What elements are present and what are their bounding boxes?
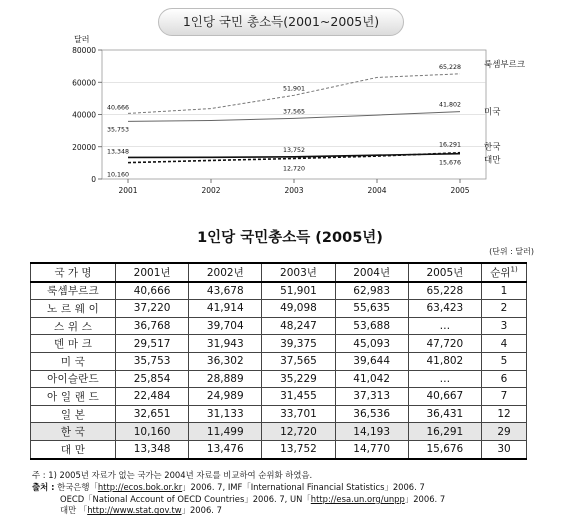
value-cell: … [408,370,481,388]
y-tick-label: 60000 [72,78,96,88]
unit-label: (단위 : 달러) [489,247,534,256]
value-cell: 12,720 [262,423,335,441]
country-cell: 미 국 [31,352,116,370]
value-cell: 29,517 [116,335,189,353]
source-3-link[interactable]: http://www.stat.gov.tw [87,505,182,516]
value-cell: 24,989 [189,388,262,406]
source-2-prefix: OECD「National Account of OECD Countries」2006. 7, UN「 [60,493,311,504]
country-cell: 스 위 스 [31,317,116,335]
value-cell: 14,770 [335,440,408,458]
rank-cell: 6 [482,370,527,388]
header-rank [482,263,527,282]
value-cell: 36,536 [335,405,408,423]
value-cell: 10,160 [116,423,189,441]
value-cell: 48,247 [262,317,335,335]
country-cell: 노 르 웨 이 [31,300,116,318]
value-cell: … [408,317,481,335]
rank-cell: 12 [482,405,527,423]
header-2002: 2002년 [189,263,262,282]
data-label: 10,160 [106,171,130,179]
data-label: 35,753 [106,126,130,134]
value-cell: 31,943 [189,335,262,353]
value-cell: 39,644 [335,352,408,370]
table-row [31,370,527,388]
value-cell: 63,423 [408,300,481,318]
source-line-2 [32,494,552,506]
rank-cell: 1 [482,282,527,300]
source-2-link[interactable]: http://esa.un.org/unpp [310,493,405,504]
x-tick-label: 2004 [367,186,387,195]
value-cell: 41,914 [189,300,262,318]
value-cell: 37,565 [262,352,335,370]
data-label: 13,348 [106,148,130,156]
header-rank-note-mark: 1) [510,265,518,274]
value-cell: 11,499 [189,423,262,441]
data-label: 65,228 [438,63,462,71]
value-cell: 36,302 [189,352,262,370]
table-row [31,388,527,406]
value-cell: 49,098 [262,300,335,318]
value-cell: 53,688 [335,317,408,335]
header-2005: 2005년 [408,263,481,282]
country-cell: 아 일 랜 드 [31,388,116,406]
x-tick-label: 2005 [450,186,470,195]
rank-cell: 2 [482,300,527,318]
source-2-suffix: 」2006. 7 [404,493,446,504]
country-cell: 대 만 [31,440,116,458]
y-tick-label: 0 [91,175,96,184]
value-cell: 43,678 [189,282,262,300]
value-cell: 65,228 [408,282,481,300]
data-label: 41,802 [438,101,462,109]
table-row [31,317,527,335]
source-3-prefix: 대만 「 [60,505,88,516]
y-tick-label: 20000 [72,142,96,152]
rank-cell: 30 [482,440,527,458]
value-cell: 22,484 [116,388,189,406]
table-row [31,405,527,423]
country-cell: 덴 마 크 [31,335,116,353]
header-country: 국 가 명 [31,263,116,282]
value-cell: 33,701 [262,405,335,423]
country-cell: 룩셈부르크 [31,282,116,300]
value-cell: 41,042 [335,370,408,388]
data-label: 15,676 [438,159,462,167]
source-1-suffix: 」2006. 7, IMF「International Financial Statistics」2006. 7 [182,481,425,492]
series-line [128,154,460,158]
value-cell: 37,220 [116,300,189,318]
value-cell: 32,651 [116,405,189,423]
value-cell: 31,133 [189,405,262,423]
rank-cell: 3 [482,317,527,335]
table-title: 1인당 국민총소득 (2005년) [197,230,383,246]
value-cell: 45,093 [335,335,408,353]
value-cell: 13,348 [116,440,189,458]
note-1: 주 : 1) 2005년 자료가 없는 국가는 2004년 자료를 비교하여 순위화 하였음. [32,470,313,480]
series-name: 한국 [484,142,501,153]
table-row [31,352,527,370]
series-name: 룩셈부르크 [484,59,526,70]
data-label: 12,720 [282,165,306,173]
value-cell: 35,753 [116,352,189,370]
series-name: 미국 [484,107,501,118]
header-2003: 2003년 [262,263,335,282]
table-row [31,423,527,441]
header-rank-label: 순위 [490,266,511,279]
value-cell: 62,983 [335,282,408,300]
value-cell: 51,901 [262,282,335,300]
table-row [31,300,527,318]
x-tick-label: 2003 [284,186,304,195]
data-label: 16,291 [438,141,462,149]
value-cell: 28,889 [189,370,262,388]
value-cell: 55,635 [335,300,408,318]
notes [32,470,552,517]
value-cell: 47,720 [408,335,481,353]
value-cell: 16,291 [408,423,481,441]
source-1-prefix: 한국은행「 [57,481,98,492]
value-cell: 14,193 [335,423,408,441]
source-line-3 [32,505,552,517]
value-cell: 13,752 [262,440,335,458]
rank-cell: 7 [482,388,527,406]
table-row [31,282,527,300]
y-tick-label: 40000 [72,110,96,120]
value-cell: 39,375 [262,335,335,353]
table-header-row [31,263,527,282]
data-label: 51,901 [282,85,306,93]
table-row [31,335,527,353]
value-cell: 35,229 [262,370,335,388]
x-tick-label: 2002 [201,186,221,195]
value-cell: 40,667 [408,388,481,406]
table-body [31,282,527,459]
source-1-link[interactable]: http://ecos.bok.or.kr [97,481,183,492]
rank-cell: 5 [482,352,527,370]
value-cell: 41,802 [408,352,481,370]
value-cell: 37,313 [335,388,408,406]
header-2001: 2001년 [116,263,189,282]
value-cell: 25,854 [116,370,189,388]
x-tick-label: 2001 [118,186,138,195]
series-name: 대만 [484,155,501,166]
source-3-suffix: 」2006. 7 [181,505,222,516]
y-tick-label: 80000 [72,46,96,55]
table-row [31,440,527,458]
value-cell: 15,676 [408,440,481,458]
line-chart [0,32,580,232]
country-cell: 아이슬란드 [31,370,116,388]
data-label: 37,565 [282,108,306,116]
rank-cell: 4 [482,335,527,353]
y-axis-label: 달러 [74,35,90,44]
value-cell: 40,666 [116,282,189,300]
country-cell: 일 본 [31,405,116,423]
data-label: 40,666 [106,104,130,112]
country-cell: 한 국 [31,423,116,441]
value-cell: 39,704 [189,317,262,335]
rank-cell: 29 [482,423,527,441]
source-line-1 [32,482,552,494]
header-2004: 2004년 [335,263,408,282]
chart-title: 1인당 국민 총소득(2001~2005년) [158,8,404,36]
value-cell: 31,455 [262,388,335,406]
value-cell: 36,431 [408,405,481,423]
source-label: 출처 : [32,481,55,492]
value-cell: 13,476 [189,440,262,458]
value-cell: 36,768 [116,317,189,335]
data-label: 13,752 [282,146,306,154]
income-table [30,262,527,460]
